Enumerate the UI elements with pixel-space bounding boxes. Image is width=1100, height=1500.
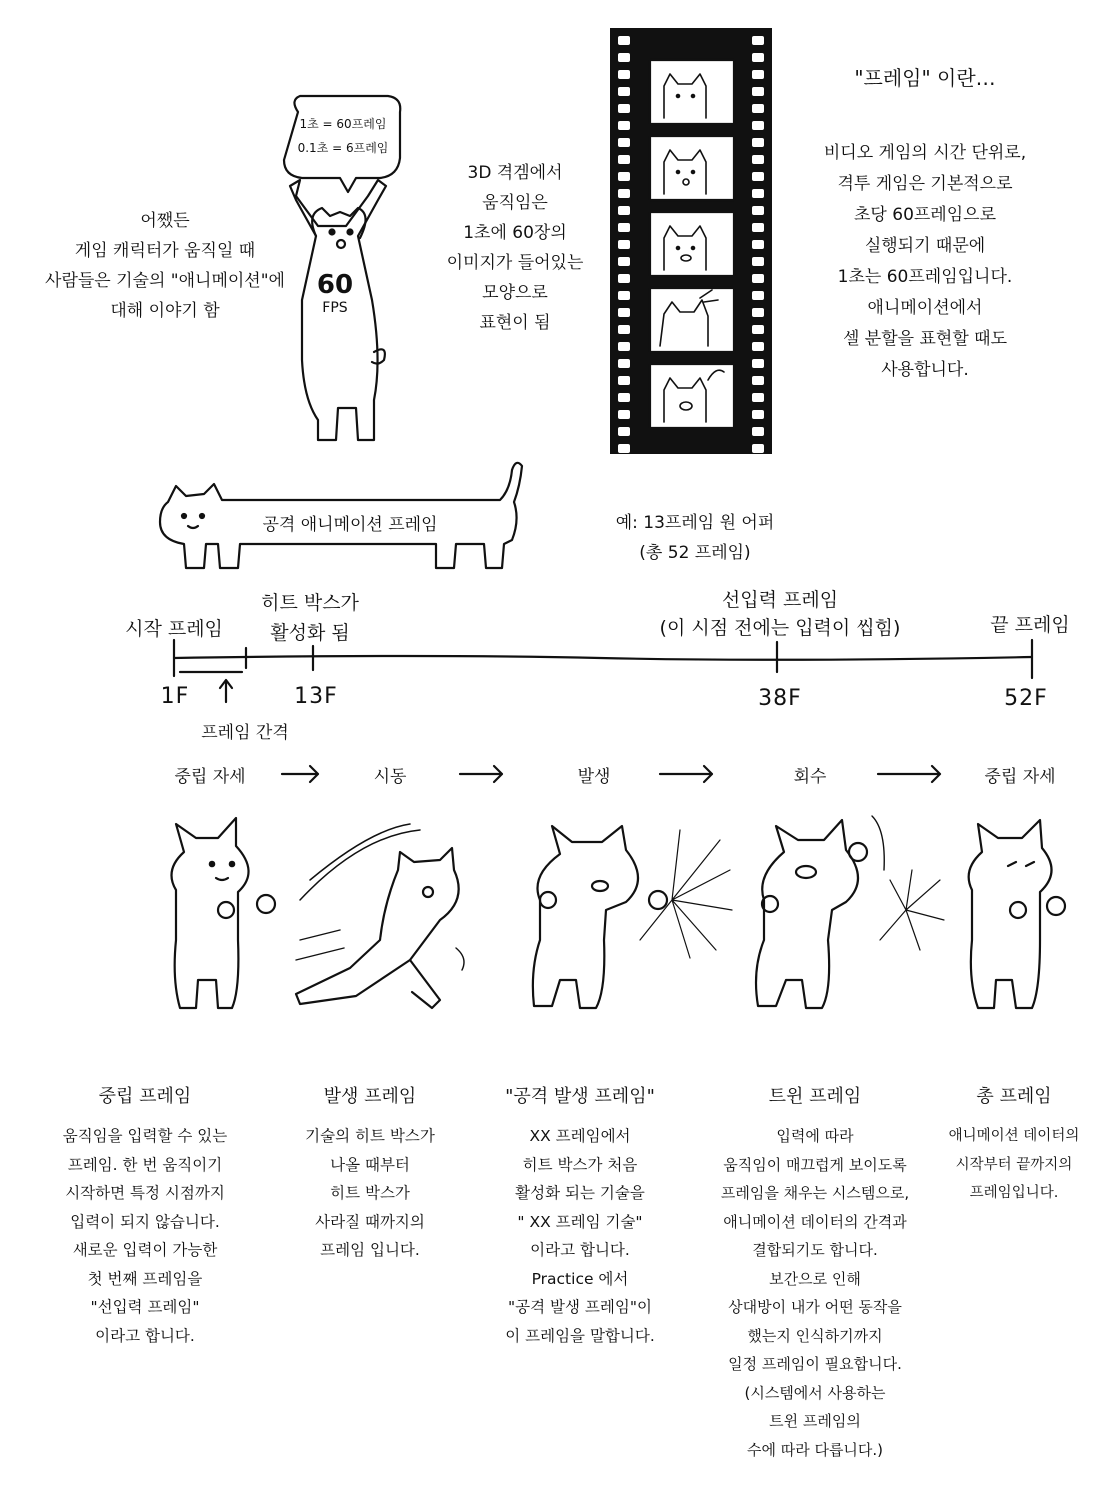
phase-label-neutral-2: 중립 자세 bbox=[984, 767, 1056, 787]
film-sprocket-hole bbox=[752, 87, 764, 96]
film-sprocket-hole bbox=[618, 342, 630, 351]
phase-label-neutral-1: 중립 자세 bbox=[174, 767, 246, 787]
intro-middle-line: 3D 격겜에서 bbox=[467, 163, 563, 183]
film-sprocket-hole bbox=[618, 155, 630, 164]
film-sprocket-hole bbox=[752, 53, 764, 62]
definition-line: 일정 프레임이 필요합니다. bbox=[728, 1355, 902, 1373]
definition-total bbox=[932, 1082, 1096, 1208]
film-sprocket-hole bbox=[618, 240, 630, 249]
definition-line: 이라고 합니다. bbox=[95, 1326, 195, 1345]
film-sprocket-hole bbox=[752, 223, 764, 232]
timeline-hitbox-label bbox=[240, 588, 380, 648]
intro-middle-text bbox=[430, 158, 600, 338]
film-sprocket-hole bbox=[752, 36, 764, 45]
definition-line: 입력에 따라 bbox=[776, 1127, 854, 1145]
intro-left-line: 사람들은 기술의 "애니메이션"에 bbox=[45, 271, 285, 291]
definition-body bbox=[700, 1122, 930, 1464]
definition-line: (시스템에서 사용하는 bbox=[744, 1383, 886, 1402]
cat-pose-active bbox=[533, 826, 732, 1008]
bubble-line: 1초 = 60프레임 bbox=[299, 117, 387, 131]
definition-line: 수에 따라 다릅니다.) bbox=[746, 1440, 884, 1459]
definition-line: 프레임입니다. bbox=[969, 1185, 1059, 1201]
film-sprocket-hole bbox=[752, 206, 764, 215]
film-sprocket-hole bbox=[618, 104, 630, 113]
hitbox-line: 히트 박스가 bbox=[261, 592, 359, 614]
definition-body bbox=[40, 1122, 250, 1350]
definition-body bbox=[932, 1122, 1096, 1208]
film-sprocket-hole bbox=[618, 138, 630, 147]
frame-definition-title: "프레임" 이란… bbox=[854, 66, 996, 90]
example-line: (총 52 프레임) bbox=[639, 543, 751, 563]
film-sprocket-hole bbox=[618, 325, 630, 334]
phase-label-recovery: 회수 bbox=[793, 767, 827, 787]
definition-heading: 트윈 프레임 bbox=[768, 1086, 862, 1107]
film-sprocket-hole bbox=[752, 325, 764, 334]
film-sprocket-hole bbox=[618, 359, 630, 368]
film-sprocket-hole bbox=[752, 240, 764, 249]
intro-left-line: 어쨌든 bbox=[140, 211, 190, 231]
frame-def-line: 비디오 게임의 시간 단위로, bbox=[823, 143, 1027, 163]
tick-label-1f: 1F bbox=[160, 684, 190, 709]
film-sprocket-hole bbox=[752, 172, 764, 181]
definition-line: 히트 박스가 bbox=[330, 1184, 410, 1202]
intro-middle-line: 모양으로 bbox=[482, 283, 548, 303]
definition-line: 했는지 인식하기까지 bbox=[747, 1326, 883, 1345]
definition-heading: 발생 프레임 bbox=[323, 1086, 417, 1107]
definition-line: 시작하면 특정 시점까지 bbox=[65, 1184, 225, 1202]
film-sprocket-hole bbox=[752, 121, 764, 130]
definition-line: 결합되기도 합니다. bbox=[752, 1241, 878, 1259]
film-sprocket-hole bbox=[752, 359, 764, 368]
definition-body bbox=[480, 1122, 680, 1350]
intro-left-line: 대해 이야기 함 bbox=[110, 301, 220, 321]
fps-unit: FPS bbox=[322, 300, 348, 316]
frame-def-line: 셀 분할을 표현할 때도 bbox=[842, 329, 1007, 349]
intro-middle-line: 1초에 60장의 bbox=[463, 223, 567, 243]
film-sprocket-hole bbox=[618, 274, 630, 283]
film-sprocket-hole bbox=[752, 308, 764, 317]
film-sprocket-hole bbox=[752, 410, 764, 419]
film-sprocket-hole bbox=[618, 393, 630, 402]
film-sprocket-hole bbox=[752, 274, 764, 283]
definition-line: 활성화 되는 기술을 bbox=[515, 1184, 645, 1202]
cat-pose-recovery bbox=[756, 816, 944, 1008]
frame-def-line: 1초는 60프레임입니다. bbox=[837, 267, 1013, 287]
film-sprocket-hole bbox=[752, 342, 764, 351]
bubble-line: 0.1초 = 6프레임 bbox=[297, 141, 389, 155]
definition-line: XX 프레임에서 bbox=[529, 1127, 631, 1145]
intro-left-text bbox=[20, 206, 310, 326]
film-sprocket-hole bbox=[618, 410, 630, 419]
definition-line: 움직임이 매끄럽게 보이도록 bbox=[723, 1155, 907, 1174]
definition-line: 입력이 되지 않습니다. bbox=[70, 1212, 220, 1231]
definition-line: "선입력 프레임" bbox=[90, 1298, 200, 1316]
film-sprocket-hole bbox=[752, 291, 764, 300]
buffer-line: (이 시점 전에는 입력이 씹힘) bbox=[659, 617, 901, 639]
frame-definition-text bbox=[800, 138, 1050, 386]
definition-line: 첫 번째 프레임을 bbox=[87, 1269, 203, 1288]
film-sprocket-hole bbox=[618, 308, 630, 317]
definition-line: 히트 박스가 처음 bbox=[522, 1155, 638, 1174]
long-cat-label: 공격 애니메이션 프레임 bbox=[262, 515, 438, 535]
frame-def-line: 격투 게임은 기본적으로 bbox=[837, 174, 1013, 194]
intro-middle-line: 움직임은 bbox=[482, 193, 548, 213]
cat-pose-neutral-1 bbox=[172, 818, 276, 1008]
definition-line: Practice 에서 bbox=[531, 1269, 629, 1288]
cat-pose-neutral-2 bbox=[969, 820, 1065, 1008]
definition-line: " XX 프레임 기술" bbox=[517, 1212, 643, 1231]
definition-body bbox=[280, 1122, 460, 1265]
film-sprocket-hole bbox=[752, 155, 764, 164]
film-sprocket-hole bbox=[618, 257, 630, 266]
intro-left-line: 게임 캐릭터가 움직일 때 bbox=[74, 241, 256, 261]
film-sprocket-hole bbox=[618, 206, 630, 215]
definition-line: 새로운 입력이 가능한 bbox=[72, 1241, 218, 1259]
film-sprocket-hole bbox=[752, 427, 764, 436]
frame-interval-label: 프레임 간격 bbox=[201, 723, 289, 743]
definition-line: 시작부터 끝까지의 bbox=[955, 1156, 1073, 1173]
frame-def-line: 사용합니다. bbox=[881, 360, 969, 380]
film-sprocket-hole bbox=[618, 291, 630, 300]
frame-def-line: 초당 60프레임으로 bbox=[854, 205, 996, 225]
film-sprocket-hole bbox=[618, 172, 630, 181]
fps-number: 60 bbox=[316, 270, 354, 300]
film-sprocket-hole bbox=[618, 121, 630, 130]
definition-line: 프레임을 채우는 시스템으로, bbox=[720, 1184, 910, 1202]
phase-label-startup: 시동 bbox=[373, 767, 407, 787]
film-sprocket-hole bbox=[618, 376, 630, 385]
hitbox-line: 활성화 됨 bbox=[270, 622, 350, 644]
film-sprocket-hole bbox=[752, 104, 764, 113]
film-strip bbox=[610, 28, 772, 454]
tick-label-38f: 38F bbox=[758, 686, 802, 711]
tick-label-52f: 52F bbox=[1004, 686, 1048, 711]
definition-startup-frames bbox=[480, 1082, 680, 1350]
film-sprocket-hole bbox=[618, 70, 630, 79]
definition-line: 기술의 히트 박스가 bbox=[305, 1127, 435, 1145]
film-sprocket-hole bbox=[618, 87, 630, 96]
definition-line: 보간으로 인해 bbox=[769, 1269, 861, 1288]
definition-line: 애니메이션 데이터의 bbox=[948, 1128, 1080, 1144]
film-sprocket-hole bbox=[752, 138, 764, 147]
example-text bbox=[580, 508, 810, 568]
frame-def-line: 실행되기 때문에 bbox=[864, 236, 986, 256]
definition-line: 사라질 때까지의 bbox=[315, 1212, 425, 1231]
definition-tween bbox=[700, 1082, 930, 1464]
timeline-end-label: 끝 프레임 bbox=[990, 614, 1070, 636]
definition-line: 프레임 입니다. bbox=[320, 1241, 420, 1259]
film-sprocket-hole bbox=[752, 70, 764, 79]
example-line: 예: 13프레임 원 어퍼 bbox=[615, 513, 775, 533]
film-sprocket-hole bbox=[752, 257, 764, 266]
phase-label-active: 발생 bbox=[577, 767, 611, 787]
definition-line: 애니메이션 데이터의 간격과 bbox=[723, 1212, 907, 1231]
intro-middle-line: 표현이 됨 bbox=[479, 313, 551, 333]
definition-line: 나올 때부터 bbox=[330, 1155, 410, 1174]
definition-heading: "공격 발생 프레임" bbox=[505, 1086, 655, 1107]
definition-line: 상대방이 내가 어떤 동작을 bbox=[728, 1298, 902, 1316]
definition-line: "공격 발생 프레임"이 bbox=[508, 1298, 652, 1316]
film-sprocket-hole bbox=[618, 53, 630, 62]
film-sprocket-hole bbox=[752, 444, 764, 453]
frame-def-line: 애니메이션에서 bbox=[867, 298, 983, 318]
film-sprocket-hole bbox=[618, 189, 630, 198]
definition-neutral bbox=[40, 1082, 250, 1350]
intro-middle-line: 이미지가 들어있는 bbox=[446, 253, 584, 273]
film-sprocket-hole bbox=[752, 376, 764, 385]
timeline-buffer-label bbox=[640, 586, 920, 642]
film-sprocket-hole bbox=[618, 444, 630, 453]
definition-active bbox=[280, 1082, 460, 1265]
definition-line: 이 프레임을 말합니다. bbox=[505, 1326, 655, 1345]
definition-line: 프레임. 한 번 움직이기 bbox=[67, 1155, 223, 1174]
definition-line: 트윈 프레임의 bbox=[769, 1412, 861, 1430]
film-sprocket-hole bbox=[618, 427, 630, 436]
definition-heading: 총 프레임 bbox=[976, 1086, 1052, 1107]
definition-heading: 중립 프레임 bbox=[98, 1086, 192, 1107]
definition-line: 이라고 합니다. bbox=[530, 1241, 630, 1259]
cat-shirt-label bbox=[310, 270, 360, 316]
film-sprocket-hole bbox=[752, 393, 764, 402]
definition-line: 움직임을 입력할 수 있는 bbox=[62, 1127, 228, 1145]
film-sprocket-hole bbox=[752, 189, 764, 198]
film-sprocket-hole bbox=[618, 36, 630, 45]
tick-label-13f: 13F bbox=[294, 684, 338, 709]
speech-bubble-text bbox=[288, 112, 398, 160]
buffer-line: 선입력 프레임 bbox=[721, 589, 839, 611]
film-sprocket-hole bbox=[618, 223, 630, 232]
timeline-start-label: 시작 프레임 bbox=[125, 618, 223, 640]
cat-pose-startup bbox=[296, 824, 464, 1008]
